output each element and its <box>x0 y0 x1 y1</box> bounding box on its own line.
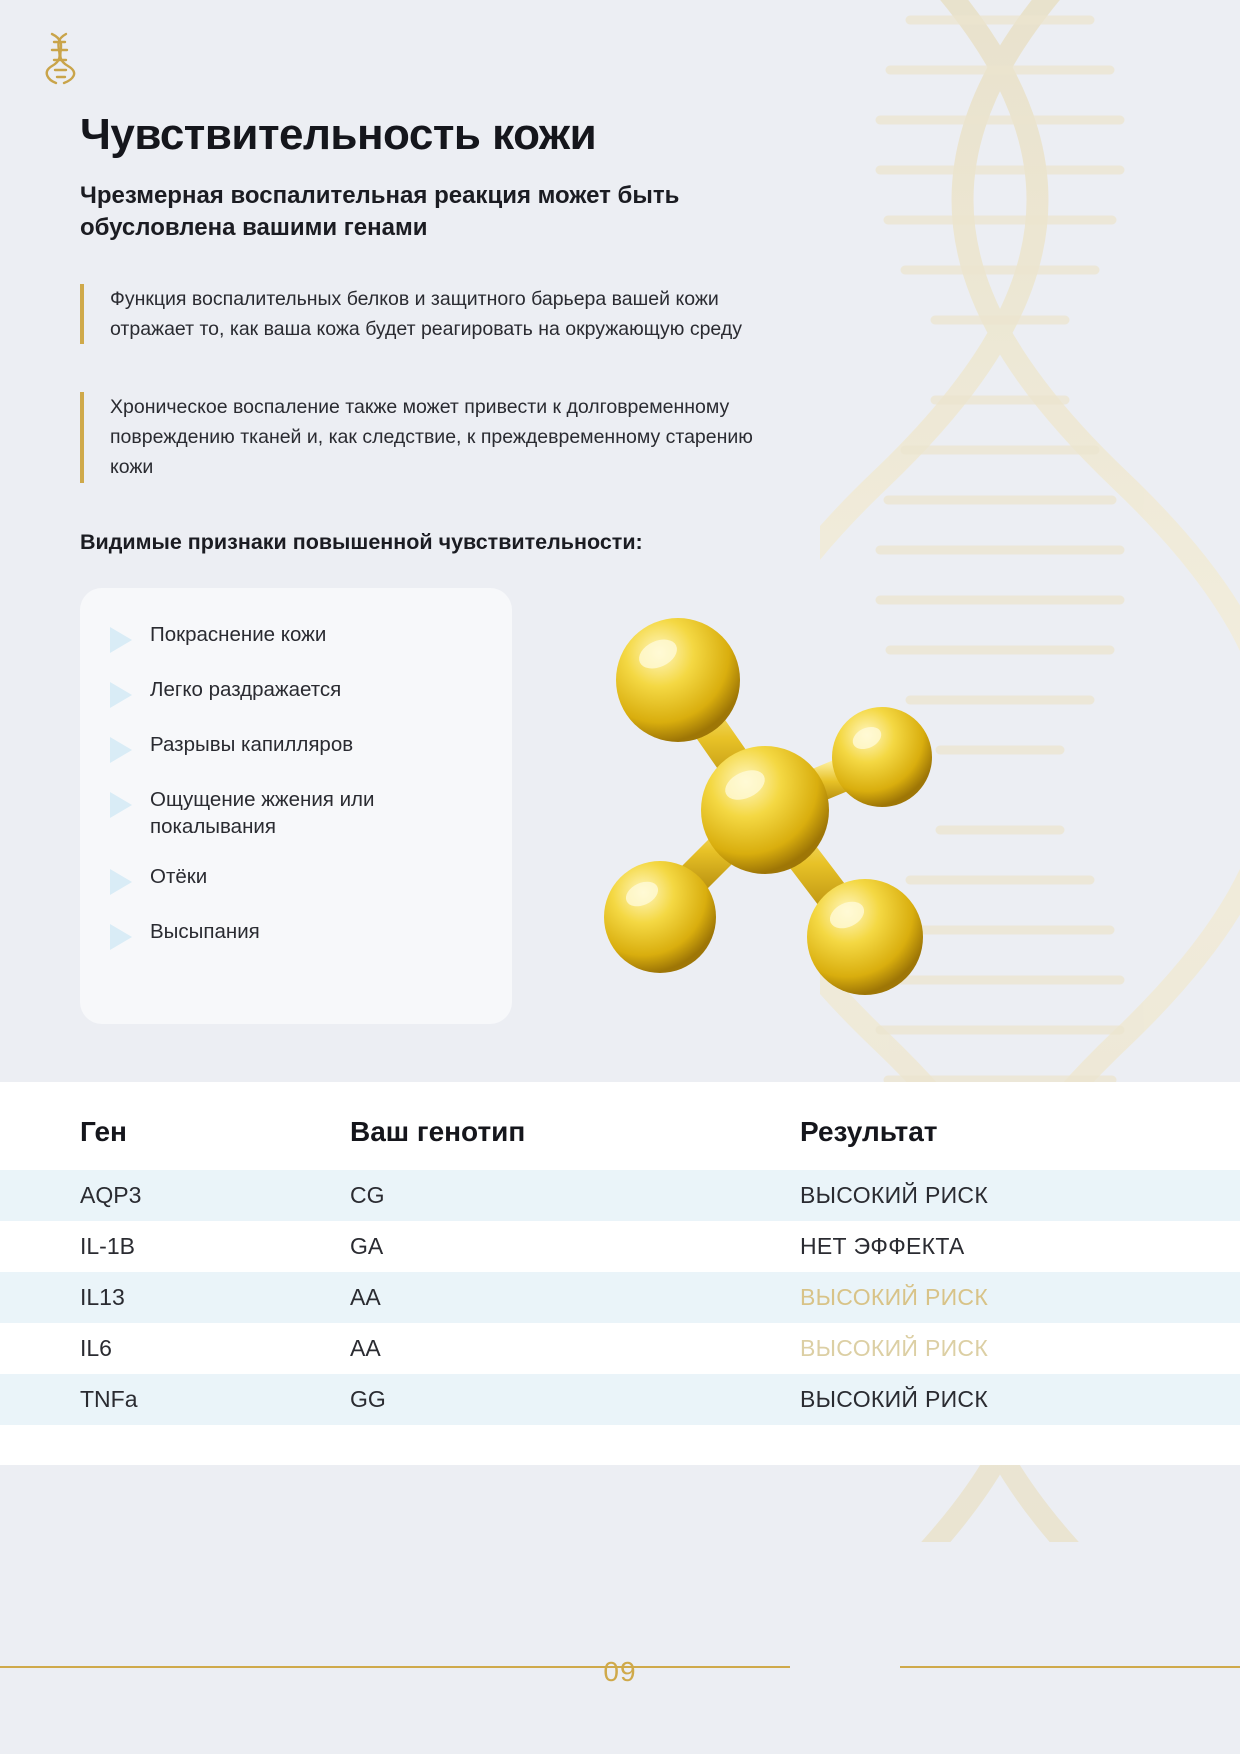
cell-gene: IL13 <box>80 1284 125 1310</box>
table-header-row <box>0 1106 1240 1170</box>
cell-gene: IL-1B <box>80 1233 135 1259</box>
status-badge: ВЫСОКИЙ РИСК <box>800 1284 989 1310</box>
sign-label: Разрывы капилляров <box>150 733 354 756</box>
cell-genotype: GG <box>350 1386 386 1412</box>
status-badge: ВЫСОКИЙ РИСК <box>800 1182 989 1208</box>
list-item <box>110 864 482 895</box>
sign-label: Высыпания <box>150 920 260 944</box>
column-header-gene: Ген <box>80 1116 127 1147</box>
cell-gene: AQP3 <box>80 1182 142 1208</box>
triangle-right-icon <box>110 682 132 708</box>
sign-label: Отёки <box>150 865 208 889</box>
cell-genotype: AA <box>350 1335 381 1361</box>
gene-results-table-wrapper <box>0 1082 1240 1465</box>
cell-gene: TNFa <box>80 1386 138 1412</box>
sign-label: Покраснение кожи <box>150 623 327 646</box>
list-item <box>110 732 482 763</box>
intro-paragraph-1: Функция воспалительных белков и защитного барьера вашей кожи отражает то, как ваша кожа будет реагировать на окружающую среду <box>80 284 800 344</box>
dna-helix-icon <box>38 30 84 86</box>
gold-molecule-illustration <box>560 592 980 1022</box>
table-row <box>0 1221 1240 1272</box>
page-number: 09 <box>603 1656 637 1687</box>
cell-genotype: CG <box>350 1182 385 1208</box>
triangle-right-icon <box>110 792 132 818</box>
table-row <box>0 1272 1240 1323</box>
list-item <box>110 677 482 708</box>
cell-gene: IL6 <box>80 1335 112 1361</box>
cell-genotype: GA <box>350 1233 384 1259</box>
sign-label: Ощущение жжения или покалывания <box>150 788 375 838</box>
signs-card <box>80 588 512 1024</box>
table-row <box>0 1323 1240 1374</box>
list-item <box>110 787 482 840</box>
list-item <box>110 919 482 950</box>
list-item <box>110 622 482 653</box>
page-footer <box>0 1542 1240 1754</box>
table-row <box>0 1170 1240 1221</box>
gene-results-table <box>0 1106 1240 1425</box>
status-badge: НЕТ ЭФФЕКТА <box>800 1233 965 1259</box>
column-header-result: Результат <box>800 1116 938 1147</box>
table-row <box>0 1374 1240 1425</box>
triangle-right-icon <box>110 737 132 763</box>
status-badge: ВЫСОКИЙ РИСК <box>800 1335 989 1361</box>
signs-heading: Видимые признаки повышенной чувствительности: <box>80 530 643 554</box>
page-subtitle: Чрезмерная воспалительная реакция может быть обусловлена вашими генами <box>80 182 680 241</box>
status-badge: ВЫСОКИЙ РИСК <box>800 1386 989 1412</box>
page-title: Чувствительность кожи <box>80 110 597 159</box>
triangle-right-icon <box>110 627 132 653</box>
column-header-genotype: Ваш генотип <box>350 1116 526 1147</box>
sign-label: Легко раздражается <box>150 678 342 701</box>
triangle-right-icon <box>110 924 132 950</box>
intro-paragraph-2: Хроническое воспаление также может привести к долговременному повреждению тканей и, как следствие, к преждевременному старению кожи <box>80 392 800 483</box>
cell-genotype: AA <box>350 1284 381 1310</box>
triangle-right-icon <box>110 869 132 895</box>
